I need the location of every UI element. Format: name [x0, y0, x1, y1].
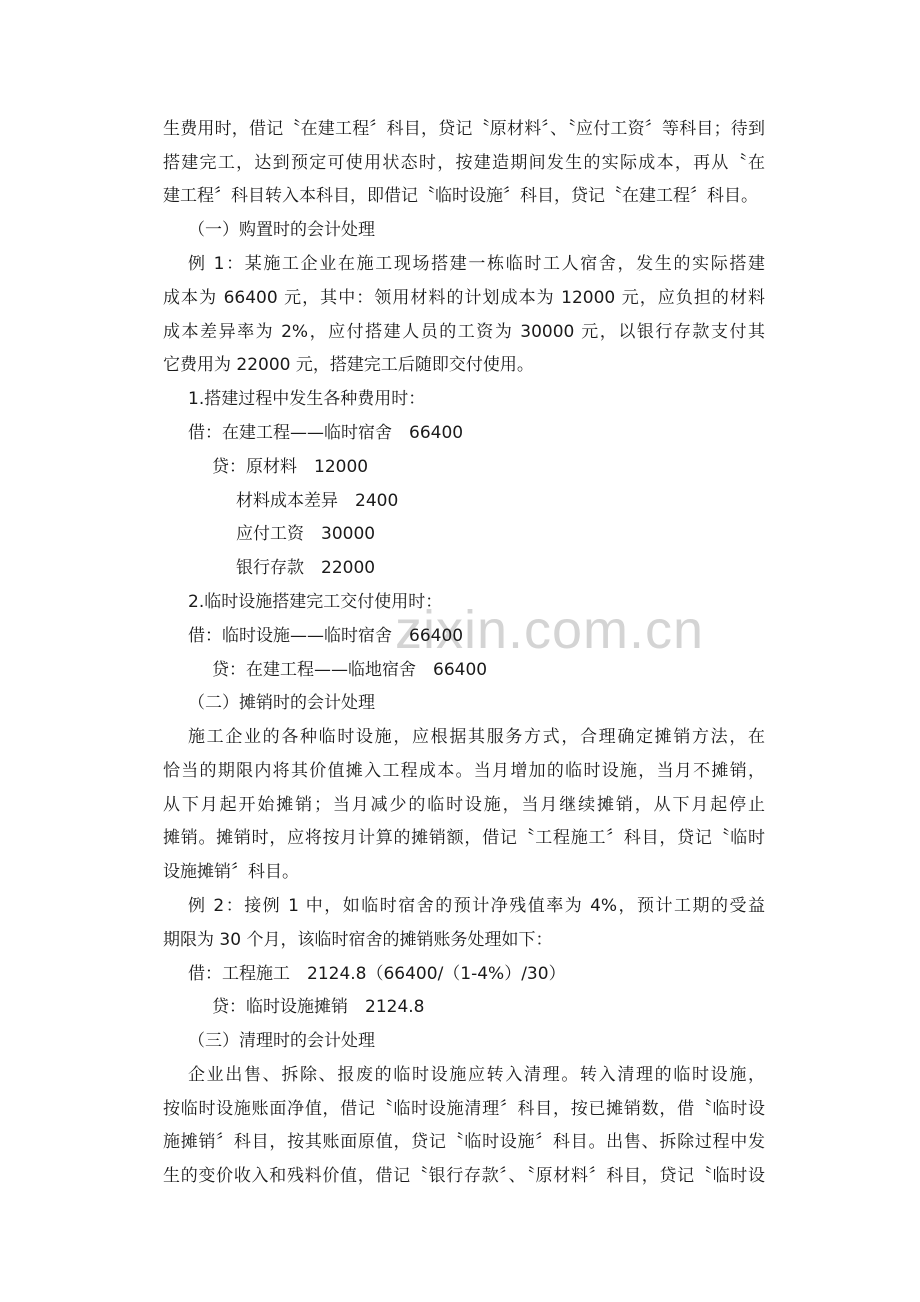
- paragraph-line: 成本为 66400 元，其中：领用材料的计划成本为 12000 元，应负担的材料: [163, 288, 765, 308]
- watermark: zixin.com.cn: [395, 600, 705, 660]
- paragraph-line: 搭建完工，达到预定可使用状态时，按建造期间发生的实际成本，再从〝在: [163, 153, 765, 173]
- journal-entry-credit: 应付工资 30000: [236, 524, 376, 544]
- journal-entry-debit: 借：在建工程——临时宿舍 66400: [188, 423, 464, 443]
- section-heading: （一）购置时的会计处理: [188, 220, 375, 240]
- journal-entry-debit: 借：临时设施——临时宿舍 66400: [188, 626, 464, 646]
- paragraph-line: 生的变价收入和残料价值，借记〝银行存款〞、〝原材料〞科目，贷记〝临时设: [163, 1166, 765, 1186]
- section-heading: （二）摊销时的会计处理: [188, 693, 375, 713]
- journal-entry-debit: 借：工程施工 2124.8（66400/（1-4%）/30）: [188, 964, 566, 984]
- paragraph-line: 例 2：接例 1 中，如临时宿舍的预计净残值率为 4%，预计工期的受益: [188, 896, 765, 916]
- paragraph-line: 施工企业的各种临时设施，应根据其服务方式，合理确定摊销方法，在: [188, 727, 765, 747]
- journal-entry-credit: 材料成本差异 2400: [236, 491, 399, 511]
- journal-entry-credit: 贷：临时设施摊销 2124.8: [212, 997, 425, 1017]
- paragraph-line: 企业出售、拆除、报废的临时设施应转入清理。转入清理的临时设施，: [188, 1065, 765, 1085]
- section-heading: （三）清理时的会计处理: [188, 1031, 375, 1051]
- journal-entry-credit: 贷：在建工程——临地宿舍 66400: [212, 660, 488, 680]
- journal-entry-credit: 贷：原材料 12000: [212, 457, 369, 477]
- paragraph-line: 从下月起开始摊销；当月减少的临时设施，当月继续摊销，从下月起停止: [163, 795, 765, 815]
- step-heading: 1.搭建过程中发生各种费用时：: [188, 389, 426, 409]
- step-heading: 2.临时设施搭建完工交付使用时：: [188, 592, 443, 612]
- paragraph-line: 恰当的期限内将其价值摊入工程成本。当月增加的临时设施，当月不摊销，: [163, 761, 765, 781]
- paragraph-line: 施摊销〞科目，按其账面原值，贷记〝临时设施〞科目。出售、拆除过程中发: [163, 1132, 765, 1152]
- paragraph-line: 按临时设施账面净值，借记〝临时设施清理〞科目，按已摊销数，借〝临时设: [163, 1099, 765, 1119]
- paragraph-line: 成本差异率为 2%，应付搭建人员的工资为 30000 元，以银行存款支付其: [163, 322, 765, 342]
- paragraph-line: 摊销。摊销时，应将按月计算的摊销额，借记〝工程施工〞科目，贷记〝临时: [163, 828, 765, 848]
- paragraph-line: 设施摊销〞科目。: [163, 862, 299, 882]
- journal-entry-credit: 银行存款 22000: [236, 558, 376, 578]
- paragraph-line: 它费用为 22000 元，搭建完工后随即交付使用。: [163, 355, 534, 375]
- paragraph-line: 例 1：某施工企业在施工现场搭建一栋临时工人宿舍，发生的实际搭建: [188, 254, 765, 274]
- paragraph-line: 建工程〞科目转入本科目，即借记〝临时设施〞科目，贷记〝在建工程〞科目。: [163, 186, 758, 206]
- paragraph-line: 期限为 30 个月，该临时宿舍的摊销账务处理如下：: [163, 930, 553, 950]
- paragraph-line: 生费用时，借记〝在建工程〞科目，贷记〝原材料〞、〝应付工资〞等科目；待到: [163, 119, 765, 139]
